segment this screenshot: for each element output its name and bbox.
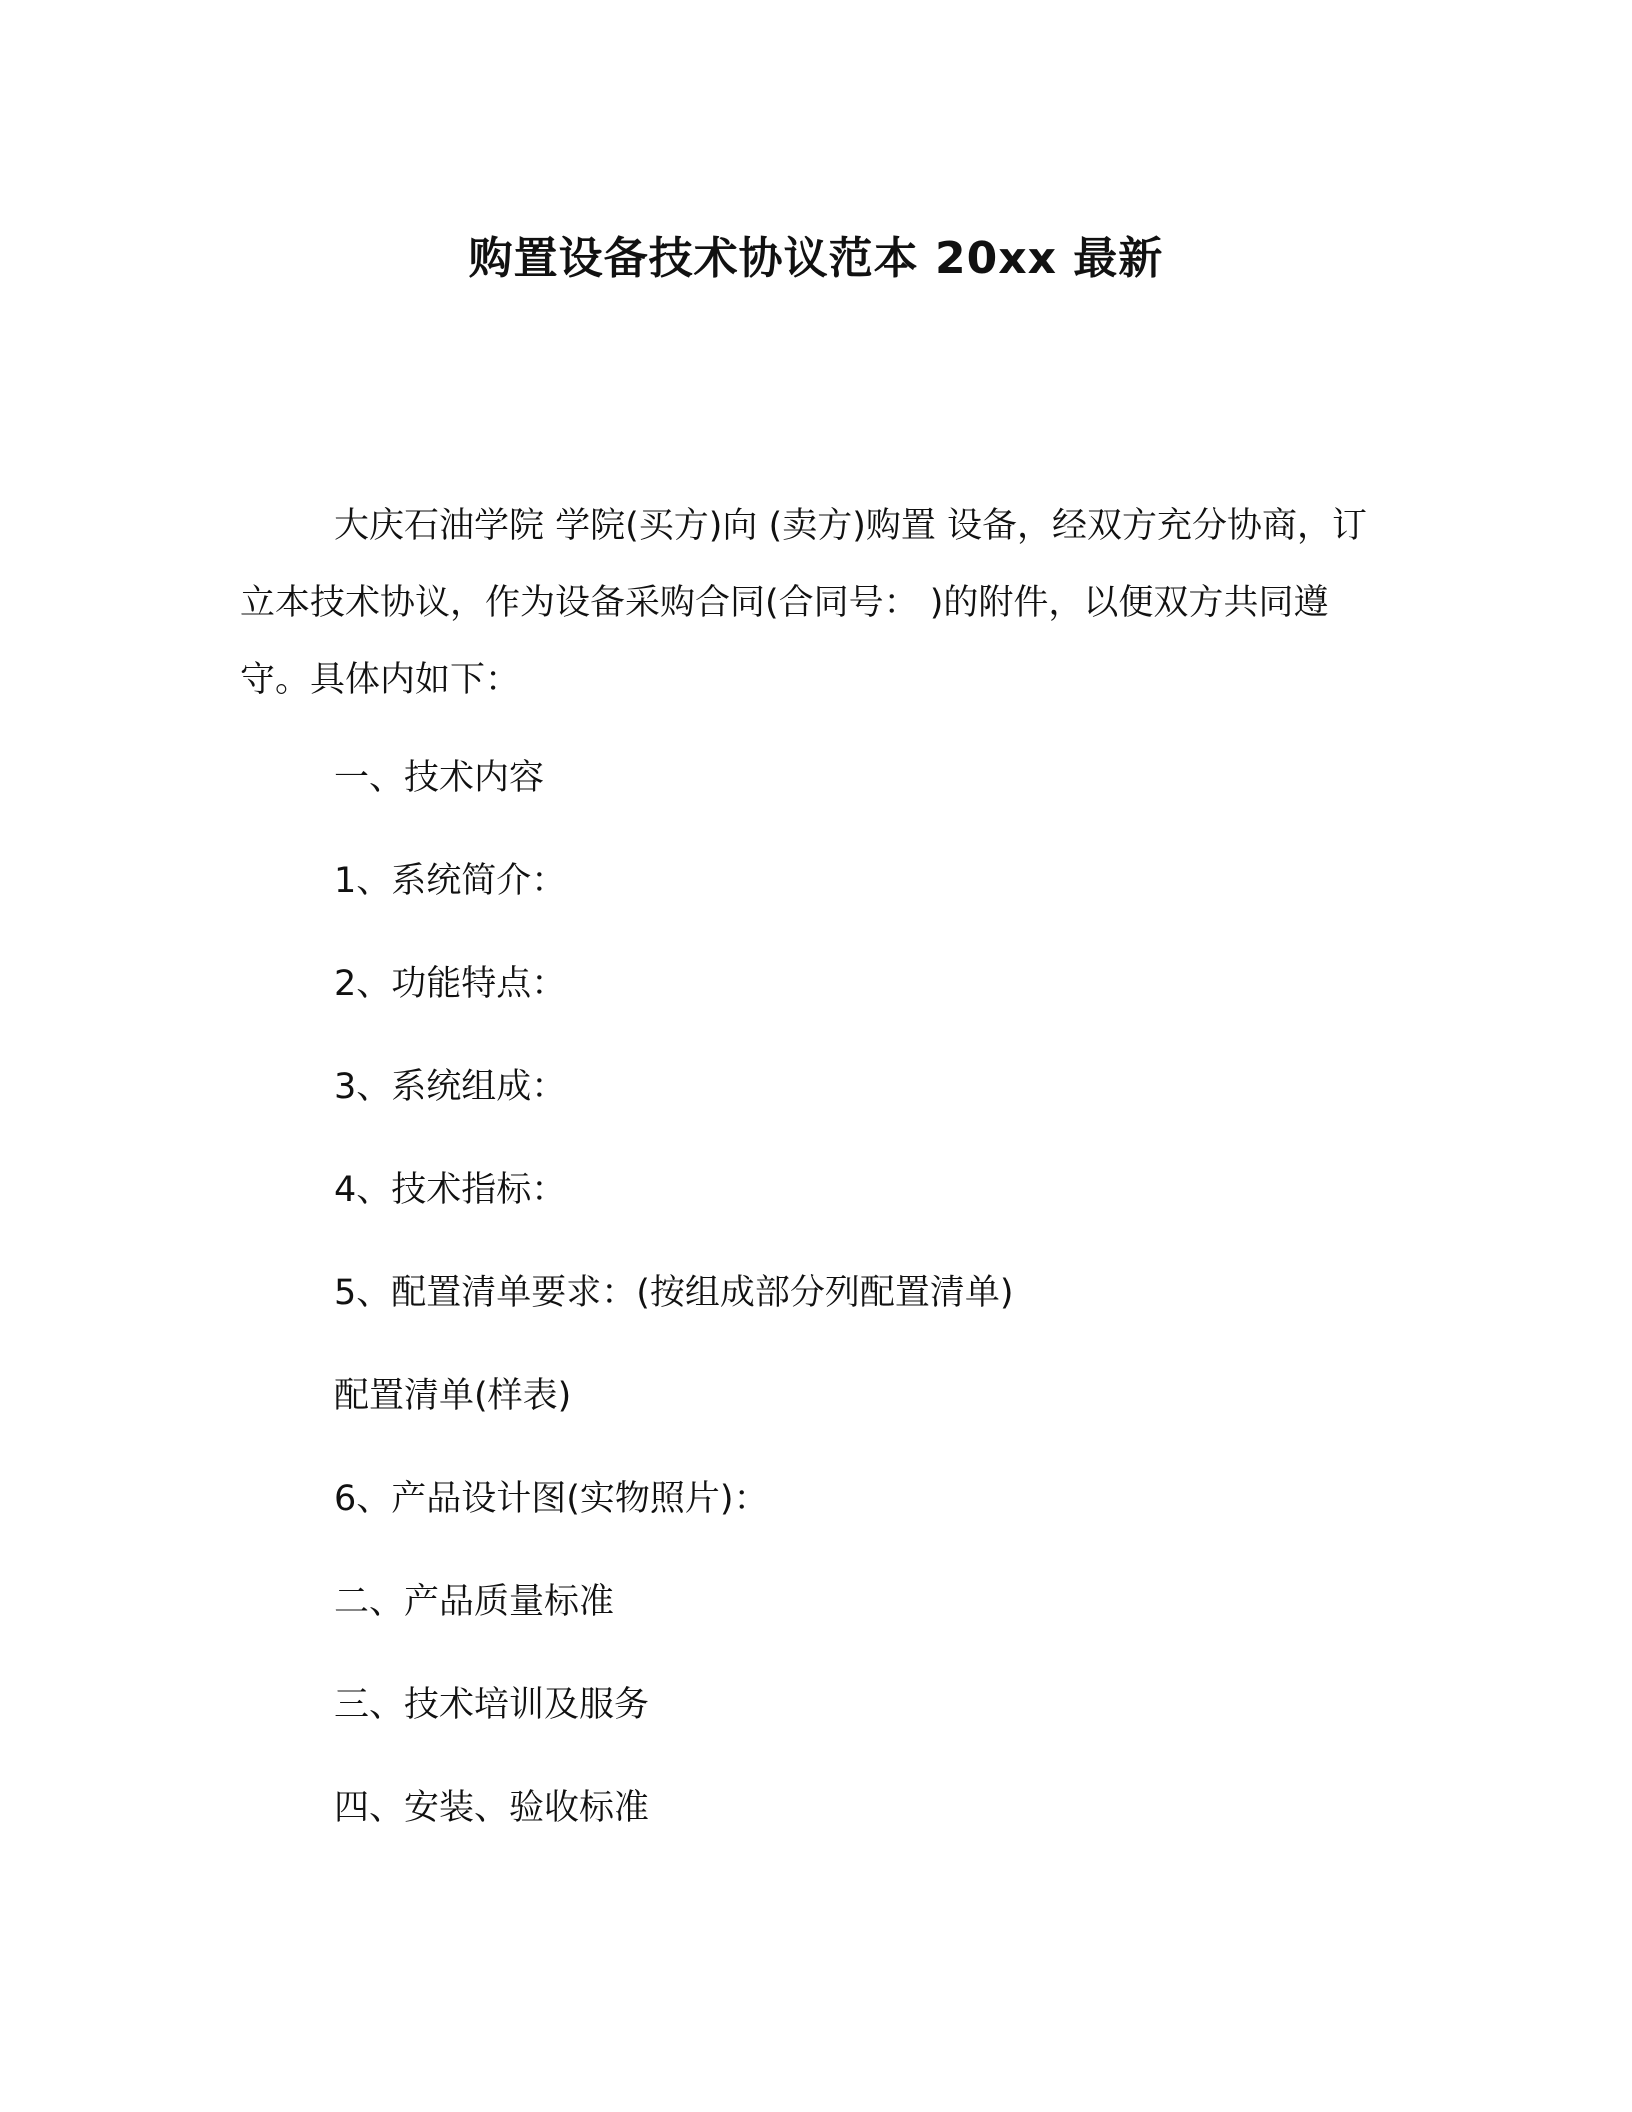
section-heading-training-service: 三、技术培训及服务 xyxy=(334,1685,650,1725)
item-product-design-drawing: 6、产品设计图(实物照片)： xyxy=(334,1479,769,1519)
document-title: 购置设备技术协议范本 20xx 最新 xyxy=(468,233,1164,284)
section-heading-technical-content: 一、技术内容 xyxy=(334,758,545,798)
item-config-list-sample: 配置清单(样表) xyxy=(334,1376,572,1416)
item-features: 2、功能特点： xyxy=(334,964,567,1004)
section-heading-quality-standard: 二、产品质量标准 xyxy=(334,1582,615,1622)
item-system-composition: 3、系统组成： xyxy=(334,1067,567,1107)
item-system-intro: 1、系统简介： xyxy=(334,861,567,901)
intro-paragraph: 大庆石油学院 学院(买方)向 (卖方)购置 设备，经双方充分协商，订立本技术协议，作为设备采购合同(合同号： )的附件，以便双方共同遵守。具体内如下： xyxy=(240,506,1367,700)
item-technical-specs: 4、技术指标： xyxy=(334,1170,567,1210)
section-heading-installation-acceptance: 四、安装、验收标准 xyxy=(334,1788,650,1828)
item-config-list-requirements: 5、配置清单要求：(按组成部分列配置清单) xyxy=(334,1273,1014,1313)
